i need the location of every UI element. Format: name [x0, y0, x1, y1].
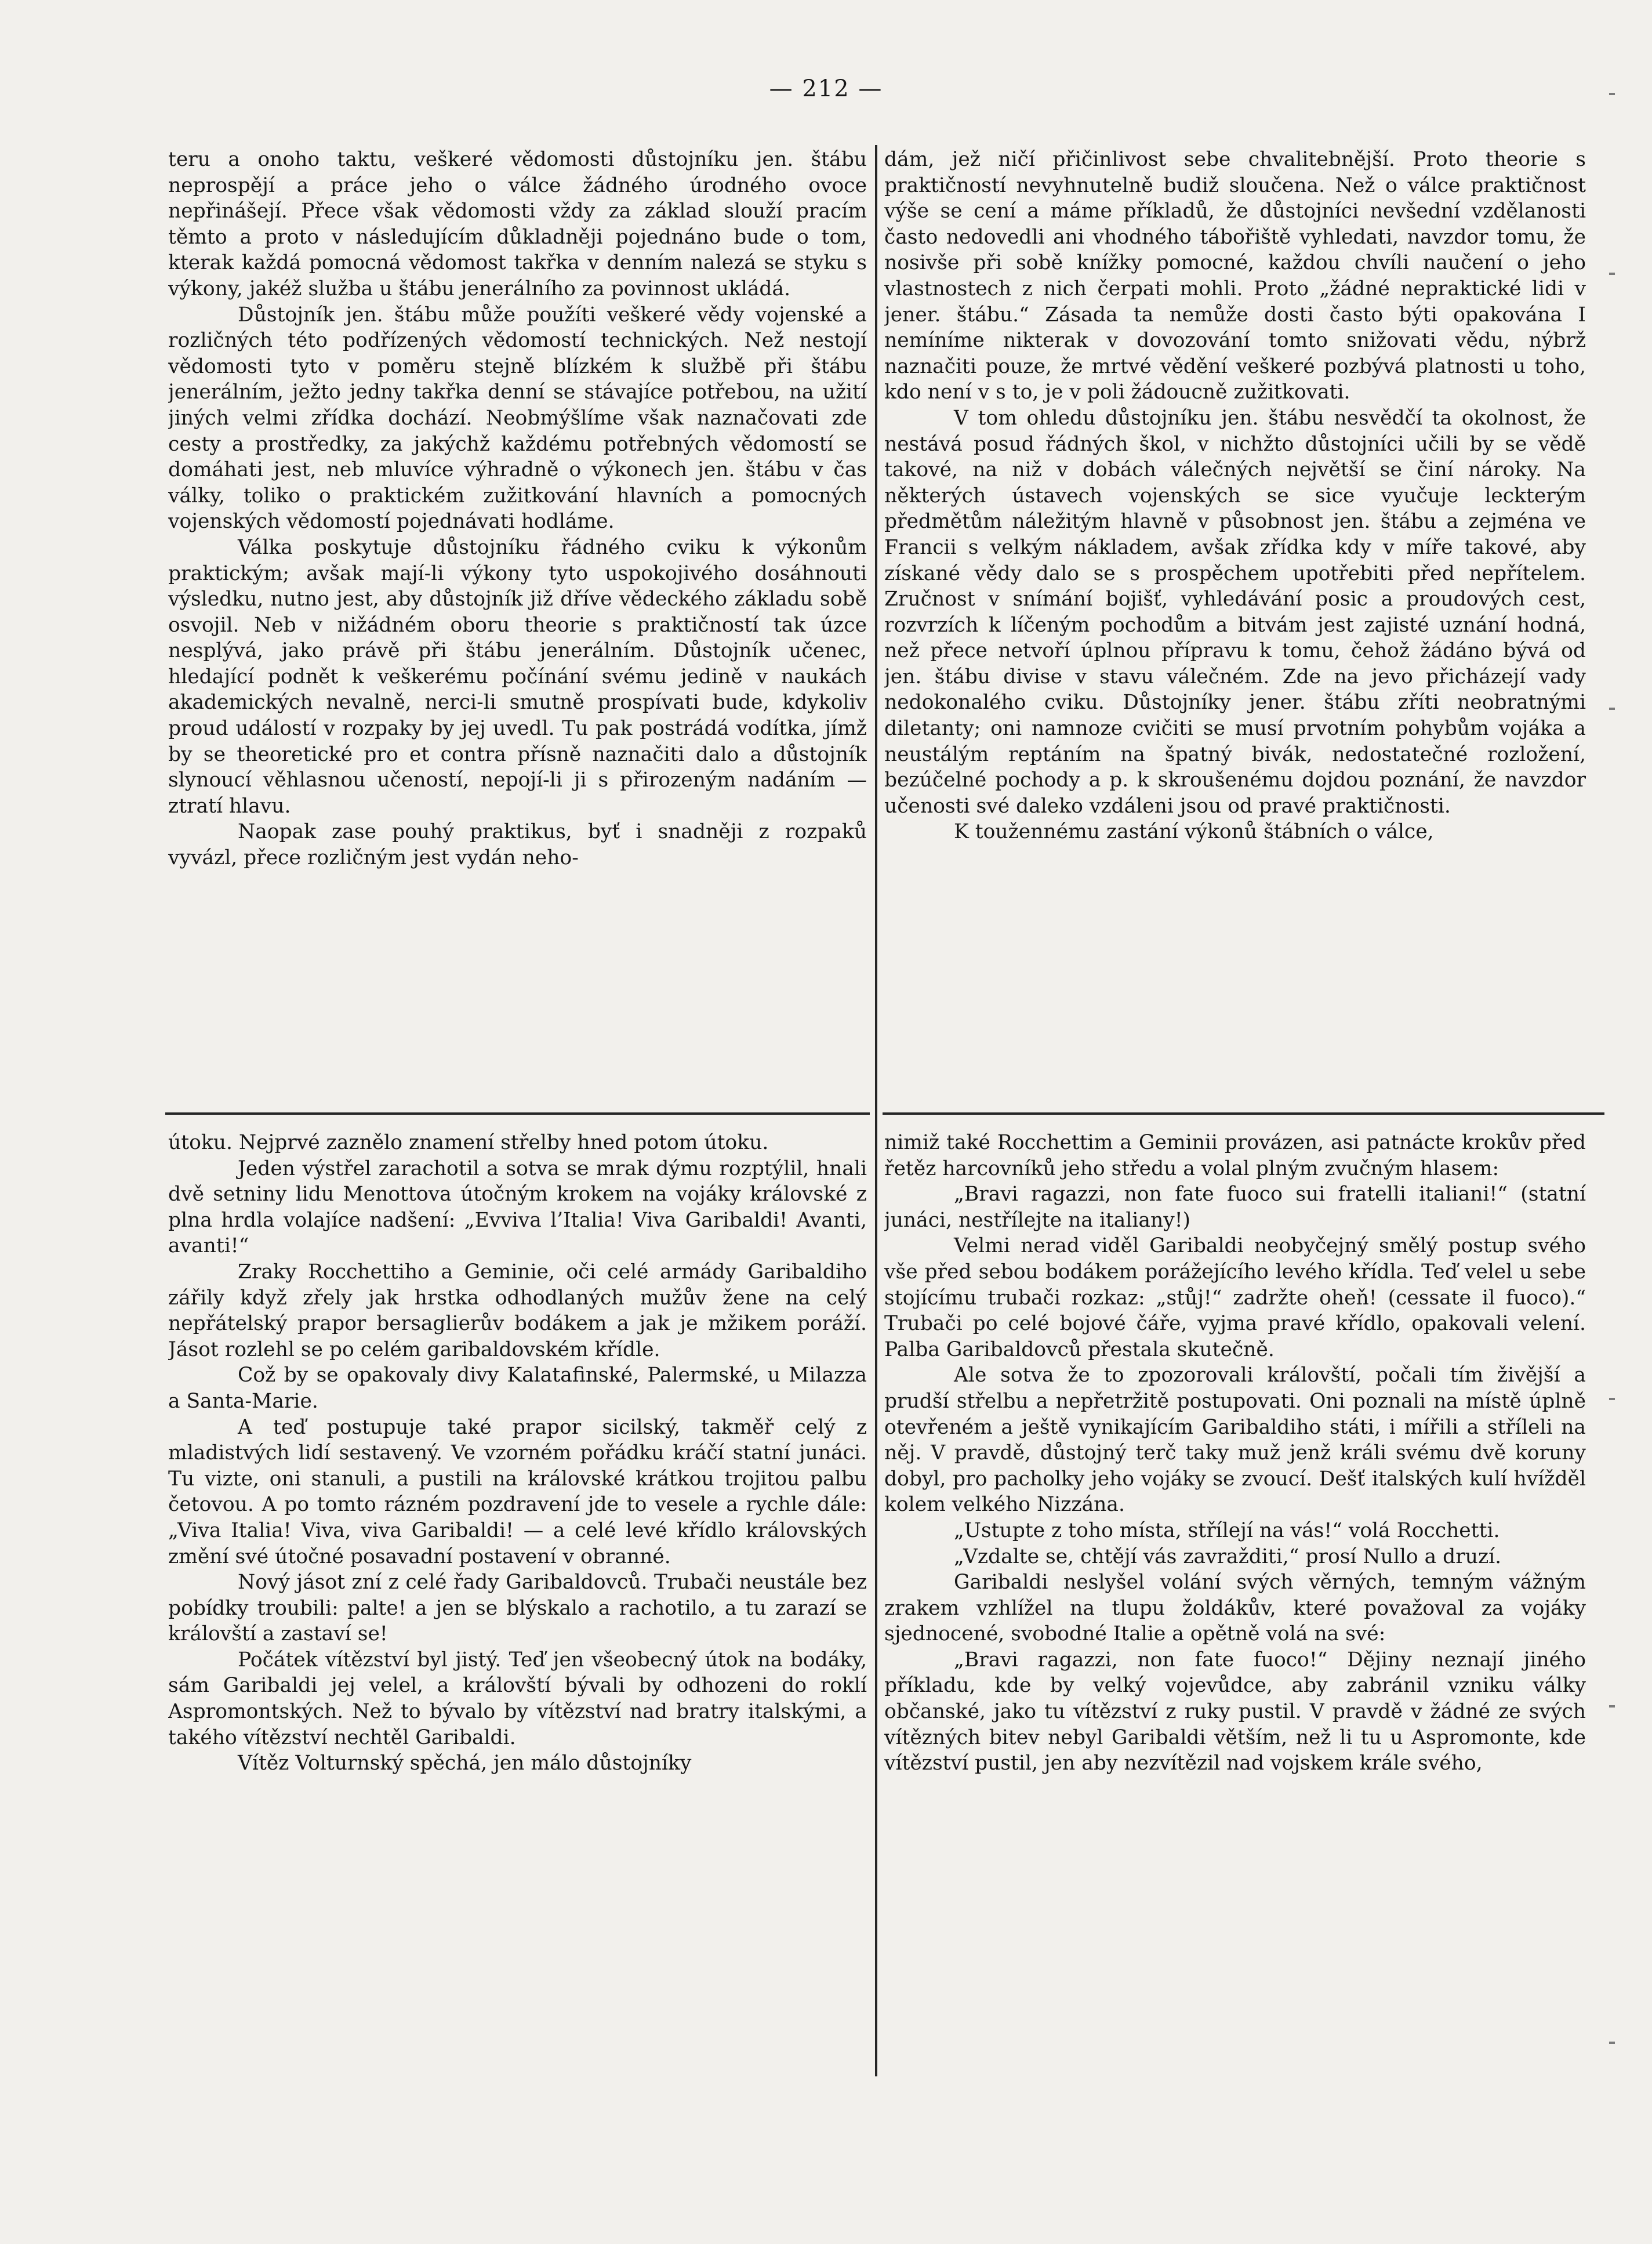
paragraph: Důstojník jen. štábu může použíti veškeré vědy vojenské a rozličných této podřízených vědomostí technických. Než nestojí vědomosti tyto v poměru stejně blízkém k službě při štábu jenerálním, ježto jedny takřka denní se stávajíce potřebou, na užití jiných velmi zřídka dochází. Neobmýšlíme však naznačovati zde cesty a prostředky, za jakýchž každému potřebných vědomostí se domáhati jest, neb mluvíce výhradně o výkonech jen. štábu v čas války, toliko o praktickém zužitkování hlavních a pomocných vojenských vědomostí pojednávati hodláme. — [168, 303, 867, 534]
paragraph: Nový jásot zní z celé řady Garibaldovců. Trubači neustále bez pobídky troubili: palte! a jen se blýskalo a rachotilo, a tu zarazí se královští a zastaví se! — [168, 1571, 867, 1646]
scan-margin-specks — [1609, 0, 1617, 2244]
paragraph: A teď postupuje také prapor sicilský, takměř celý z mladistvých lidí sestavený. Ve vzorném pořádku kráčí statní junáci. Tu vizte, oni stanuli, a pustili na královské krátkou trojitou palbu četovou. A po tomto rázném pozdravení jde to vesele a rychle dále: „Viva Italia! Viva, viva Garibaldi! — a celé levé křídlo královských změní své útočné posavadní postavení v obranné. — [168, 1415, 867, 1568]
paragraph: „Bravi ragazzi, non fate fuoco sui fratelli italiani!“ (statní junáci, nestřílejte na italiany!) — [884, 1183, 1586, 1232]
upper-right-column — [884, 147, 1586, 1105]
paragraph: V tom ohledu důstojníku jen. štábu nesvědčí ta okolnost, že nestává posud řádných škol, v nichžto důstojníci učili by se vědě takové, na niž v dobách válečných největší se činí nároky. Na některých ústavech vojenských se sice vyučuje leckterým předmětům náležitým hlavně v působnost jen. štábu a zejména ve Francii s velkým nákladem, avšak zřídka kdy v míře takové, aby získané vědy dalo se s prospěchem upotřebiti před nepřítelem. Zručnost v snímání bojišť, vyhledávání posic a proudových cest, rozvrzích k líčeným pochodům a bitvám jest zajisté uznání hodná, než přece netvoří úplnou přípravu k tomu, čehož žádáno bývá od jen. štábu divise v stavu válečném. Zde na jevo přicházejí vady nedokonalého cviku. Důstojníky jener. štábu zříti neobratnými diletanty; oni namnoze cvičiti se musí prvotním pohybům vojáka a neustálým reptáním na špatný bivák, nedostatečné rozložení, bezúčelné pochody a p. k skroušenému dojdou poznání, že navzdor učenosti své daleko vzdáleni jsou od pravé praktičnosti. — [884, 406, 1586, 818]
paragraph: Velmi nerad viděl Garibaldi neobyčejný smělý postup svého vše před sebou bodákem porážejícího levého křídla. Teď velel u sebe stojícímu trubači rozkaz: „stůj!“ zadržte oheň! (cessate il fuoco).“ Trubači po celé bojové čáře, vyjma pravé křídlo, opakovali velení. Palba Garibaldovců přestala skutečně. — [884, 1234, 1586, 1361]
paragraph: Ale sotva že to zpozorovali královští, počali tím živější a prudší střelbu a nepřetržitě postupovati. Oni poznali na místě úplně otevřeném a ještě vynikajícím Garibaldiho státi, i mířili a stříleli na něj. V pravdě, důstojný terč taky muž jenž králi svému dvě koruny dobyl, pro pacholky jeho vojáky se zvoucí. Dešť italských kulí hvížděl kolem velkého Nizzána. — [884, 1364, 1586, 1517]
paragraph: Garibaldi neslyšel volání svých věrných, temným vážným zrakem vzhlížel na tlupu žoldákův, které považoval za vojáky sjednocené, svobodné Italie a opětně volá na své: — [884, 1571, 1586, 1646]
paragraph: Což by se opakovaly divy Kalatafinské, Palermské, u Milazza a Santa-Marie. — [168, 1364, 867, 1413]
paragraph: Počátek vítězství byl jistý. Teď jen všeobecný útok na bodáky, sám Garibaldi jej velel, a královští bývali by odhozeni do roklí Aspromontských. Než to bývalo by vítězství nad bratry italskými, a takého vítězství nechtěl Garibaldi. — [168, 1648, 867, 1749]
upper-left-column — [168, 147, 867, 1105]
paragraph: K toužennému zastání výkonů štábních o válce, — [954, 820, 1434, 844]
page-number: — 212 — — [769, 75, 883, 102]
paragraph: Zraky Rocchettiho a Geminie, oči celé armády Garibaldiho zářily když zřely jak hrstka odhodlaných mužův žene na celý nepřátelský prapor bersaglierův bodákem a jak je mžikem poráží. Jásot rozlehl se po celém garibaldovském křídle. — [168, 1260, 867, 1361]
paragraph: dám, jež ničí přičinlivost sebe chvalitebnější. Proto theorie s praktičností nevyhnutelně budiž sloučena. Než o válce praktičnost výše se cení a máme příkladů, že důstojníci nevšední vzdělanosti často nedovedli ani vhodného tábořiště vyhledati, navzdor tomu, že nosivše při sobě knížky pomocné, každou chvíli naučení o jeho vlastnostech z nich čerpati mohli. Proto „žádné nepraktické lidi v jener. štábu.“ Zásada ta nemůže dosti často býti opakována I nemíníme nikterak v dovozování tomto snižovati vědu, nýbrž naznačiti pouze, že mrtvé vědění veškeré pozbývá platnosti u toho, kdo není v s to, je v poli žádoucně zužitkovati. — [884, 148, 1586, 404]
paragraph: Jeden výstřel zarachotil a sotva se mrak dýmu rozptýlil, hnali dvě setniny lidu Menottova útočným krokem na vojáky královské z plna hrdla volajíce nadšení: „Evviva l’Italia! Viva Garibaldi! Avanti, avanti!“ — [168, 1157, 867, 1258]
paragraph: „Ustupte z toho místa, střílejí na vás!“ volá Rocchetti. — [954, 1518, 1500, 1542]
paragraph: teru a onoho taktu, veškeré vědomosti důstojníku jen. štábu neprospějí a práce jeho o válce žádného úrodného ovoce nepřinášejí. Přece však vědomosti vždy za základ slouží pracím těmto a proto v následujícím důkladněji pojednáno bude o tom, kterak každá pomocná vědomost takřka v denním nalezá se styku s výkony, jakéž služba u štábu jenerálního za povinnost ukládá. — [168, 148, 867, 300]
paragraph: útoku. Nejprvé zaznělo znamení střelby hned potom útoku. — [168, 1131, 769, 1154]
paragraph: „Bravi ragazzi, non fate fuoco!“ Dějiny neznají jiného příkladu, kde by velký vojevůdce, aby zabránil vzniku války občanské, jako tu vítězství z ruky pustil. V pravdě v žádné ze svých vítězných bitev nebyl Garibaldi větším, než li tu u Aspromonte, kde vítězství pustil, jen aby nezvítězil nad vojskem krále svého, — [884, 1648, 1586, 1775]
section-divider-left — [165, 1112, 870, 1115]
lower-left-column — [168, 1130, 867, 2069]
paragraph: Válka poskytuje důstojníku řádného cviku k výkonům praktickým; avšak mají-li výkony tyto uspokojivého dosáhnouti výsledku, nutno jest, aby důstojník již dříve vědeckého základu sobě osvojil. Neb v nižádném oboru theorie s praktičností tak úzce nesplývá, jako právě při štábu jenerálním. Důstojník učenec, hledající podnět k veškerému počínání svému jedině v naukách akademických nevalně, nerci-li smutně prospívati bude, kdykoliv proud událostí v rozpaky by jej uvedl. Tu pak postrádá vodítka, jímž by se theoretické pro et contra přísně naznačiti dalo a důstojník slynoucí věhlasnou učeností, nepojí-li ji s přirozeným nadáním — ztratí hlavu. — [168, 535, 867, 818]
lower-right-column — [884, 1130, 1586, 2069]
paragraph: nimiž také Rocchettim a Geminii provázen, asi patnácte krokův před řetěz harcovníků jeho středu a volal plným zvučným hlasem: — [884, 1131, 1586, 1180]
column-divider — [875, 145, 877, 2076]
paragraph: Vítěz Volturnský spěchá, jen málo důstojníky — [238, 1752, 692, 1775]
paragraph: Naopak zase pouhý praktikus, byť i snadněji z rozpaků vyvázl, přece rozličným jest vydán neho- — [168, 820, 867, 870]
section-divider-right — [883, 1112, 1604, 1115]
paragraph: „Vzdalte se, chtějí vás zavražditi,“ prosí Nullo a druzí. — [954, 1545, 1502, 1568]
